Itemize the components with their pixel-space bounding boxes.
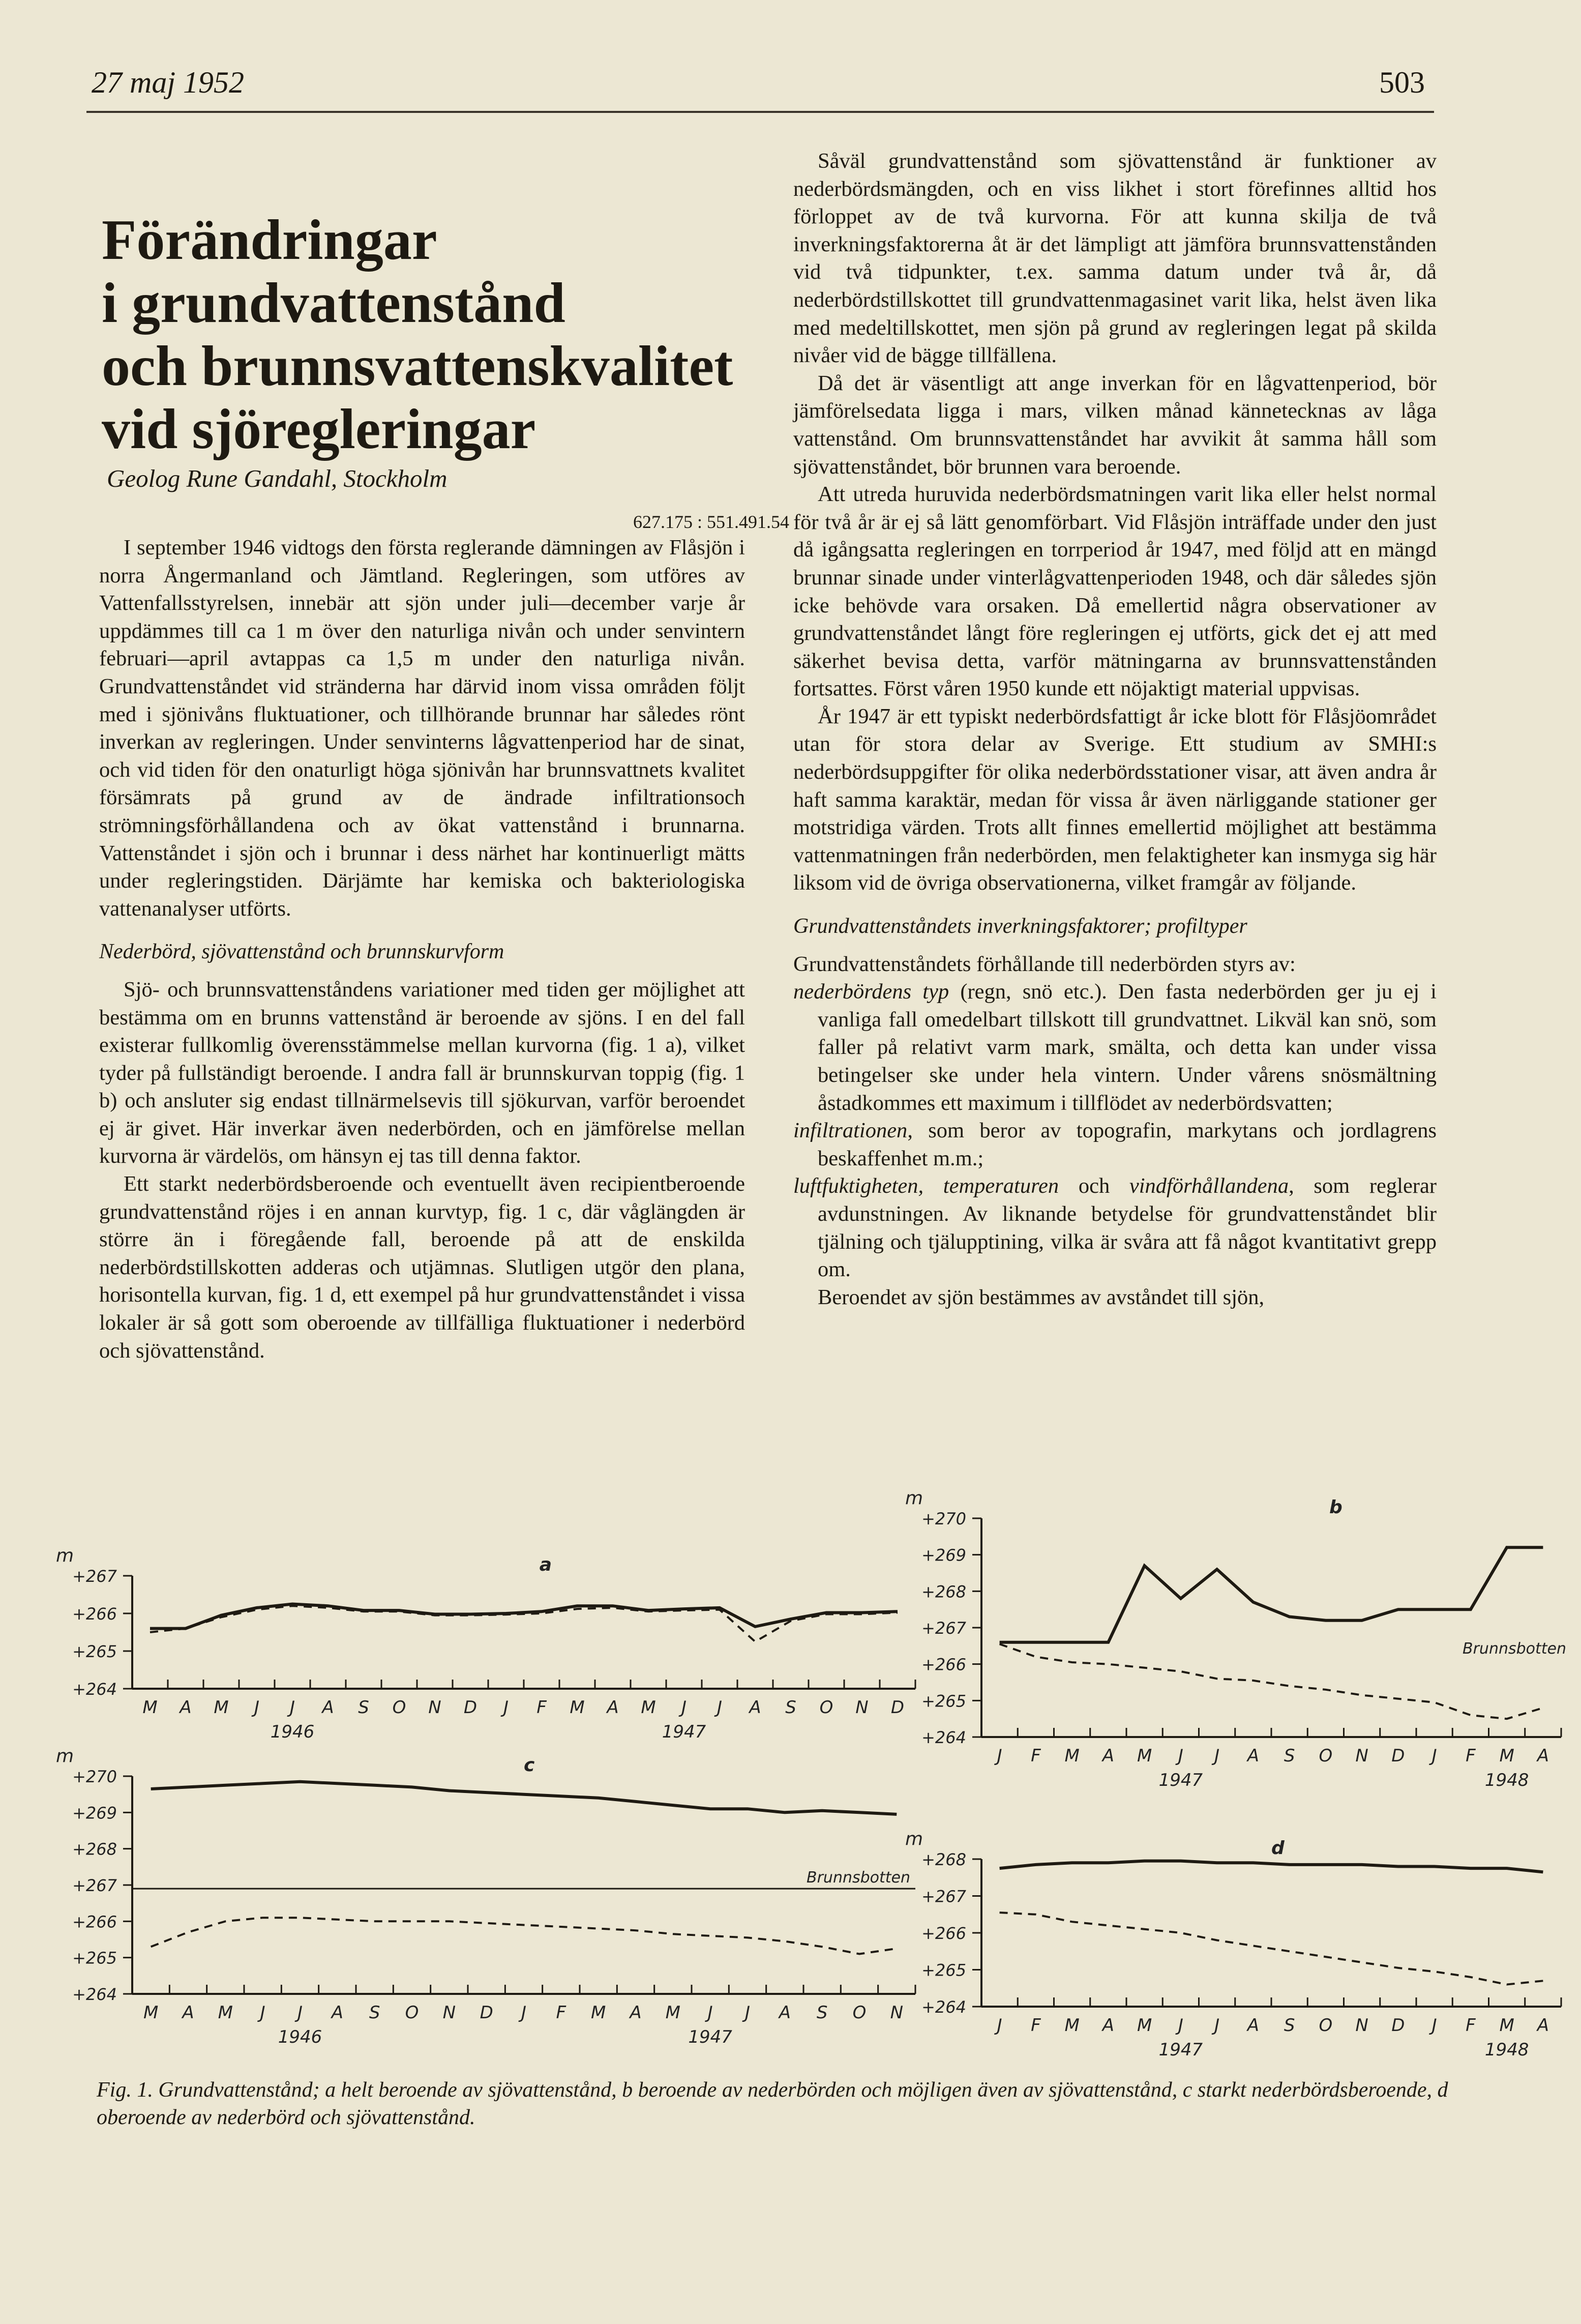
month-label: M	[570, 1697, 585, 1718]
month-label: F	[536, 1697, 547, 1718]
factor-text: och	[1059, 1174, 1129, 1198]
month-label: M	[214, 1697, 229, 1718]
month-label: A	[1247, 1746, 1260, 1766]
month-label: J	[503, 1697, 509, 1718]
factor-term: luftfuktigheten, temperaturen	[793, 1174, 1059, 1198]
well-bottom-label: Brunnsbotten	[807, 1869, 910, 1887]
y-tick-label: +267	[72, 1567, 117, 1586]
year-label: 1946	[278, 2027, 322, 2047]
chart-c-svg	[41, 1746, 931, 2060]
factor-text: , som reglerar avdunstningen. Av liknande betydelse för grundvattenståndet blir tjälning och tjälupptining, vilka är svåra att få något kvantitativt grepp om.	[818, 1174, 1437, 1282]
well-bottom-label: Brunnsbotten	[1463, 1639, 1566, 1658]
y-tick-label: +268	[72, 1839, 117, 1859]
paragraph: Sjö- och brunnsvattenståndens variationer med tiden ger möjlighet att bestämma om en brunns vattenstånd är beroende av sjöns. I en del fall existerar fullkomlig överensstämmelse mellan kurvorna (fig. 1 a), vilket tyder på fullständigt beroende. I andra fall är brunnskurvan toppig (fig. 1 b) och ansluter sig endast tillnärmelsevis till sjökurvan, varför beroendet ej är givet. Här inverkar även nederbörden, och en jämförelse mellan kurvorna är värdelös, om hänsyn ej tas till denna faktor.	[99, 977, 745, 1168]
paragraph: Då det är väsentligt att ange inverkan för en lågvattenperiod, bör jämförelsedata ligga i mars, vilken månad kännetecknas av låga vattenstånd. Om brunnsvattenståndet har avvikit åt samma håll som sjövattenståndet, bör brunnen vara beroende.	[793, 371, 1437, 479]
factor-term: infiltrationen	[793, 1119, 908, 1143]
factor-item	[793, 1117, 1437, 1172]
month-label: N	[1355, 1746, 1368, 1766]
factor-item	[793, 978, 1437, 1117]
author-byline: Geolog Rune Gandahl, Stockholm	[107, 464, 448, 492]
y-tick-label: +265	[72, 1948, 117, 1968]
month-label: D	[1391, 2015, 1405, 2036]
month-label: O	[405, 2003, 419, 2023]
axis-unit-label: m	[905, 1829, 923, 1849]
month-label: O	[1319, 2015, 1333, 2036]
y-tick-label: +264	[921, 1728, 966, 1747]
month-label: J	[260, 2003, 265, 2023]
year-label: 1947	[1158, 2040, 1203, 2060]
month-label: N	[428, 1697, 441, 1718]
month-label: D	[463, 1697, 478, 1718]
header-rule	[86, 111, 1434, 113]
month-label: F	[1031, 2015, 1041, 2036]
month-label: J	[997, 2015, 1002, 2036]
month-label: S	[816, 2003, 828, 2023]
month-label: F	[1466, 2015, 1476, 2036]
month-label: S	[1284, 2015, 1295, 2036]
y-tick-label: +267	[921, 1887, 966, 1906]
running-header-date: 27 maj 1952	[92, 66, 244, 99]
panel-letter: c	[524, 1755, 535, 1776]
month-label: O	[819, 1697, 833, 1718]
factor-text: , som beror av topografin, markytans och jordlagrens beskaffenhet m.m.;	[818, 1119, 1437, 1170]
y-tick-label: +264	[921, 1997, 966, 2017]
y-tick-label: +268	[921, 1582, 966, 1602]
axis-unit-label: m	[56, 1545, 74, 1566]
month-label: A	[607, 1697, 619, 1718]
y-tick-label: +266	[72, 1912, 117, 1932]
factor-term: vindförhållandena	[1129, 1174, 1289, 1198]
y-tick-label: +270	[921, 1509, 966, 1528]
y-tick-label: +270	[72, 1767, 117, 1786]
month-label: J	[997, 1746, 1002, 1766]
subheading: Nederbörd, sjövattenstånd och brunnskurvform	[99, 940, 504, 964]
month-label: S	[358, 1697, 369, 1718]
month-label: M	[1137, 1746, 1152, 1766]
month-label: M	[1499, 2015, 1514, 2036]
chart-d-svg	[895, 1826, 1566, 2060]
chart-a-svg	[41, 1521, 931, 1765]
y-tick-label: +269	[72, 1803, 117, 1823]
panel-letter: b	[1329, 1497, 1343, 1518]
month-label: M	[142, 1697, 158, 1718]
month-label: J	[289, 1697, 295, 1718]
month-label: D	[890, 1697, 905, 1718]
y-tick-label: +265	[72, 1642, 117, 1661]
factor-item	[793, 1172, 1437, 1283]
month-label: O	[852, 2003, 867, 2023]
panel-letter: d	[1271, 1838, 1285, 1859]
well-level-series	[151, 1782, 897, 1814]
lake-level-series	[151, 1918, 897, 1954]
month-label: A	[322, 1697, 334, 1718]
month-label: N	[890, 2003, 904, 2023]
panel-letter: a	[539, 1554, 552, 1575]
month-label: A	[1102, 1746, 1115, 1766]
year-label: 1946	[270, 1722, 315, 1742]
chart-panel-a	[41, 1521, 931, 1765]
y-tick-label: +267	[921, 1619, 966, 1638]
chart-b-svg	[895, 1488, 1566, 1790]
title-line: i grundvattenstånd	[102, 272, 565, 335]
y-tick-label: +266	[921, 1655, 966, 1674]
month-label: J	[521, 2003, 527, 2023]
month-label: M	[590, 2003, 606, 2023]
month-label: M	[665, 2003, 681, 2023]
month-label: M	[143, 2003, 159, 2023]
month-label: A	[182, 2003, 194, 2023]
title-line: Förändringar	[102, 209, 437, 272]
month-label: A	[1537, 1746, 1549, 1766]
udc-classification: 627.175 : 551.491.54	[633, 512, 790, 532]
left-column	[99, 534, 745, 1365]
paragraph: Att utreda huruvida nederbördsmatningen varit lika eller helst normal för två år är ej så lätt genomförbart. Vid Flåsjön inträffade under den just då igångsatta regleringen en torrperiod år 1947, med följd att en mängd brunnar sinade under vinterlågvattenperioden 1948, och där således sjön icke behövde vara orsaken. Då emellertid några observationer av grundvattenståndet långt före regleringen ej utförts, gick det ej att med säkerhet bevisa detta, varför mätningarna av brunnsvattenstånden fortsattes. Först våren 1950 kunde ett nöjaktigt material uppvisas.	[793, 482, 1437, 701]
title-line: och brunnsvattenskvalitet	[102, 335, 733, 398]
y-tick-label: +267	[72, 1876, 117, 1895]
month-label: J	[1431, 1746, 1437, 1766]
month-label: F	[556, 2003, 566, 2023]
year-label: 1947	[662, 1722, 706, 1742]
month-label: S	[1284, 1746, 1295, 1766]
month-label: A	[1247, 2015, 1260, 2036]
figure-caption: Fig. 1. Grundvattenstånd; a helt beroende av sjövattenstånd, b beroende av nederbörden och möjligen även av sjövattenstånd, c starkt nederbördsberoende, d oberoende av nederbörd och sjövattenstånd.	[97, 2078, 1448, 2129]
title-line: vid sjöregleringar	[102, 398, 536, 461]
page-number: 503	[1379, 66, 1425, 99]
article-title	[102, 209, 737, 461]
y-tick-label: +266	[72, 1604, 117, 1624]
lake-level-series	[1000, 1644, 1543, 1719]
month-label: A	[630, 2003, 642, 2023]
month-label: A	[749, 1697, 761, 1718]
year-label: 1948	[1484, 2040, 1529, 2060]
factor-term: nederbördens typ	[793, 980, 949, 1004]
axis-unit-label: m	[56, 1746, 74, 1767]
month-label: J	[707, 2003, 713, 2023]
month-label: M	[641, 1697, 656, 1718]
y-tick-label: +264	[72, 1680, 117, 1699]
year-label: 1947	[688, 2027, 732, 2047]
month-label: J	[1178, 1746, 1183, 1766]
month-label: S	[785, 1697, 796, 1718]
paragraph: År 1947 är ett typiskt nederbördsfattigt år icke blott för Flåsjöområdet utan för stora delar av Sverige. Ett studium av SMHI:s nederbördsuppgifter för olika nederbördsstationer visar, att även andra år haft samma karaktär, medan för vissa år även närliggande stationer ger motstridiga värden. Trots allt finnes emellertid möjlighet att bestämma vattenmatningen från nederbörden, men felaktigheter kan insmyga sig här liksom vid de övriga observationerna, vilket framgår av följande.	[793, 704, 1437, 895]
month-label: A	[180, 1697, 192, 1718]
chart-panel-b	[895, 1488, 1566, 1790]
y-tick-label: +265	[921, 1960, 966, 1980]
month-label: M	[1499, 1746, 1514, 1766]
axis-unit-label: m	[905, 1488, 923, 1509]
y-tick-label: +264	[72, 1985, 117, 2004]
paragraph: I september 1946 vidtogs den första reglerande dämningen av Flåsjön i norra Ångermanland och Jämtland. Regleringen, som utföres av Vattenfallsstyrelsen, innebär att sjön under juli—december varje år uppdämmes till ca 1 m över den naturliga nivån och under senvintern februari—april avtappas ca 1,5 m under den naturliga nivån. Grundvattenståndet vid stränderna har därvid inom vissa områden följt med i sjönivåns fluktuationer, och tillhörande brunnar har således rönt inverkan av regleringen. Under senvinterns lågvattenperiod har de sinat, och vid tiden för den onaturligt höga sjönivån har brunnsvattnets kvalitet försämrats på grund av de ändrade infiltrationsoch strömningsförhållandena och av ökat vattenstånd i brunnarna. Vattenståndet i sjön och i brunnar i dess närhet har kontinuerligt mätts under regleringstiden. Därjämte har kemiska och bakteriologiska vattenanalyser utförts.	[99, 536, 745, 921]
y-tick-label: +268	[921, 1850, 966, 1869]
month-label: D	[480, 2003, 493, 2023]
month-label: F	[1466, 1746, 1476, 1766]
month-label: M	[1137, 2015, 1152, 2036]
chart-panel-d	[895, 1826, 1566, 2060]
paragraph: Ett starkt nederbördsberoende och eventuellt även recipientberoende grundvattenstånd röjes i en annan kurvtyp, fig. 1 c, där våglängden är större än i föregående fall, beroende på att de enskilda nederbördstillskotten adderas och utjämnas. Slutligen utgör den plana, horisontella kurvan, fig. 1 d, ett exempel på hur grundvattenståndet i vissa lokaler är så gott som oberoende av tillfälliga fluktuationer i nederbörd och sjövattenstånd.	[99, 1172, 745, 1363]
y-tick-label: +269	[921, 1545, 966, 1565]
paragraph: Beroendet av sjön bestämmes av avståndet till sjön,	[818, 1285, 1265, 1309]
month-label: D	[1391, 1746, 1405, 1766]
month-label: F	[1031, 1746, 1041, 1766]
month-label: A	[1102, 2015, 1115, 2036]
right-column	[793, 148, 1437, 1311]
month-label: J	[1178, 2015, 1183, 2036]
month-label: J	[717, 1697, 723, 1718]
month-label: J	[1431, 2015, 1437, 2036]
well-level-series	[1000, 1547, 1543, 1642]
lake-level-series	[1000, 1913, 1543, 1984]
month-label: J	[681, 1697, 687, 1718]
month-label: J	[744, 2003, 751, 2023]
year-label: 1947	[1158, 1770, 1203, 1790]
month-label: O	[1319, 1746, 1333, 1766]
paragraph: Grundvattenståndets förhållande till nederbörden styrs av:	[793, 952, 1296, 976]
y-tick-label: +265	[921, 1691, 966, 1711]
month-label: J	[1214, 1746, 1220, 1766]
month-label: A	[1537, 2015, 1549, 2036]
year-label: 1948	[1484, 1770, 1529, 1790]
month-label: A	[779, 2003, 791, 2023]
month-label: J	[1214, 2015, 1220, 2036]
month-label: N	[442, 2003, 456, 2023]
month-label: N	[855, 1697, 869, 1718]
subheading: Grundvattenståndets inverkningsfaktorer; profiltyper	[793, 915, 1247, 938]
month-label: A	[331, 2003, 343, 2023]
month-label: S	[369, 2003, 380, 2023]
month-label: M	[1064, 1746, 1080, 1766]
month-label: N	[1355, 2015, 1368, 2036]
well-level-series	[1000, 1861, 1543, 1872]
month-label: O	[392, 1697, 406, 1718]
paragraph: Såväl grundvattenstånd som sjövattenstånd är funktioner av nederbördsmängden, och en viss likhet i stort förefinnes alltid hos förloppet av de två kurvorna. För att kunna skilja de två inverkningsfaktorerna åt är det lämpligt att jämföra brunnsvattenstånden vid två tidpunkter, t.ex. samma datum under två år, då nederbördstillskottet till grundvattenmagasinet varit lika, helst även lika med medeltillskottet, men sjön på grund av regleringen legat på skilda nivåer vid de bägge tillfällena.	[793, 149, 1437, 368]
y-tick-label: +266	[921, 1924, 966, 1943]
month-label: J	[254, 1697, 260, 1718]
chart-panel-c	[41, 1746, 931, 2060]
month-label: M	[1064, 2015, 1080, 2036]
month-label: M	[218, 2003, 233, 2023]
month-label: J	[297, 2003, 303, 2023]
factor-text: (regn, snö etc.). Den fasta nederbörden ger ju ej i vanliga fall omedelbart tillskott till grundvattnet. Likväl kan snö, som faller på relativt varm mark, smälta, och detta kan under vissa betingelser ske under hela vintern. Under vårens snösmältning åstadkommes ett maximum i tillflödet av nederbördsvatten;	[818, 980, 1437, 1115]
